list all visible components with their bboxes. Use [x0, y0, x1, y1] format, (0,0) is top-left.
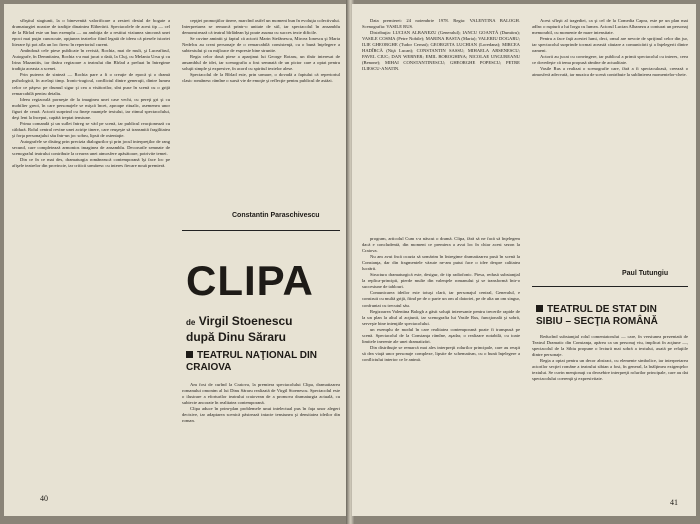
paragraph: Spectacolul de la Bîrlad este, prin urmare, o dovadă a faptului că repertoriul clasic românesc rămîne o sursă vie de emoţie şi reflecţie pentru publicul de astăzi.: [182, 72, 340, 84]
paragraph: Acest sfîrşit al tragediei, ca şi cel de la Comedia Capra, este pe un plan mai adînc o ruptură a lui Iorga cu lumea. Actorul Lucian Albanezu a conturat un personaj memorabil, cu momente de mare intensitate.: [532, 18, 688, 36]
paragraph: cepţiei promoţiilor tinere, marcînd astfel un moment bun în evoluţia colectivului. Interpretarea se remarcă printr-o unitate de stil, iar spectacolul în ansamblu demonstrează că teatrul bîrlădean îşi poate asuma cu succes texte dificile.: [182, 18, 340, 36]
paragraph: Ideea regizorală porneşte de la imaginea unei case vechi, cu pereţi gri şi cu mobilier greoi, în care personajele se mişcă încet, aproape ritualic, asemenea unor figuri de ceară. Actorii surprind cu fineţe nuanţele textului, iar ritmul spectacolului, deşi lent la început, capătă treptat tensiune.: [12, 96, 170, 120]
left-page-column-1: [12, 18, 170, 450]
paragraph: Am fost de curînd la Craiova, la premiera spectacolului Clipa, dramatizarea romanului omonim al lui Dinu Săraru realizată de Virgil Stoenescu. Spectacolul este o ilustrare a eforturilor teatrului craiovean de a promova dramaturgia actuală, cu subiecte ancorate în realitatea contemporană.: [182, 382, 340, 406]
paragraph: Clipa aduce în prim-plan problemele unui intelectual pus în faţa unor alegeri decisive, iar adaptarea scenică păstrează intacte tensiunea şi densitatea ideilor din roman.: [182, 406, 340, 424]
section-heading: [536, 304, 686, 328]
paragraph: Regia celor două piese a aparţinut lui George Rotaru, un tînăr interesat de ansamblul de idei, iar scenografia a fost semnată de un pictor care a optat pentru soluţii simple şi expresive, în acord cu spiritul textelor alese.: [182, 54, 340, 72]
byline-author: Virgil Stoenescu: [198, 314, 293, 328]
paragraph: Comunicarea ideilor este totuşi clară, iar personajul central, Generalul, e construit cu multă grijă, fiind pe de o parte un om al datoriei, pe de alta un om singur, confruntat cu trecutul său.: [362, 290, 520, 308]
cast-credits: [362, 18, 520, 230]
paragraph: Nu am avut încă ocazia să urmărim în întregime dramatizarea pusă în scenă la Constanţa, dar din fragmentele văzute ne-am putut face o idee despre calitatea lucrării.: [362, 254, 520, 272]
paragraph: sfîrşitul stagiunii, la o binevenită valorificare a zestrei destul de bogate a dramaturgiei noastre de tradiţie dinaintea Eliberării. Spectacolele de acest tip — cel de la Bîrlad este un bun exemplu — au ambiţia de a restitui viziunea sincronă unei epoci mai puţin cunoscute, opţiunea teatrelor fiind legată de ideea că piesele istoriei literare îşi pot afla un loc firesc în repertoriul curent.: [12, 18, 170, 48]
section-heading: [186, 350, 336, 374]
paragraph: Actorii au jucat cu convingere, iar publicul a primit spectacolul cu interes, ceea ce dovedeşte că tema propusă rămîne de actualitate.: [532, 54, 688, 66]
article-byline: [186, 314, 293, 345]
left-page-column-2-lower: [182, 382, 340, 498]
square-bullet-icon: [186, 351, 193, 358]
paragraph: Vasile Rus a realizat o scenografie care, fără a fi spectaculoasă, creează o atmosferă adecvată, iar muzica de scenă contribuie la sublinierea momentelor-cheie.: [532, 66, 688, 78]
divider: [532, 286, 688, 287]
paragraph: Prin puterea de sinteză — Rochia pare a fi o creaţie de epocă şi o dramă psihologică, în acelaşi timp. Ironic-tragicul, conflictul dintre generaţii, dintre lumea celor ce păşesc pe drumul sigur şi cea a visătorilor, sînt puse în scenă cu o grijă remarcabilă pentru detaliu.: [12, 72, 170, 96]
paragraph: Prima comandă şi un suflet întreg se văd pe scenă, iar publicul reacţionează cu căldură. Rolul central revine unei actriţe tinere, care reuşeşte să transmită fragilitatea şi forţa personajului său într-un joc sobru, lipsit de ostentaţie.: [12, 120, 170, 138]
left-page-column-2: [182, 18, 340, 204]
byline-prefix: de: [186, 318, 196, 327]
paragraph: Regizoarea Valentina Balogh a găsit soluţii interesante pentru trecerile rapide de la un plan la altul al acţiunii, iar scenografia lui Vasile Rus, funcţională şi sobră, serveşte bine intenţiile spectacolului.: [362, 308, 520, 326]
section-heading-text: TEATRUL DE STAT DIN SIBIU – SECŢIA ROMÂNĂ: [536, 304, 658, 327]
divider: [182, 230, 340, 231]
square-bullet-icon: [536, 305, 543, 312]
byline-source: după Dinu Săraru: [186, 330, 287, 344]
page-number: 40: [40, 494, 48, 503]
paragraph: Din distribuţie se remarcă mai ales interpreţii rolurilor principale, care au reuşit să dea viaţă unor personaje complexe, lipsite de schematism, cu o bună înţelegere a conflictului interior ce le animă.: [362, 344, 520, 362]
paragraph: Reducînd substanţial rolul comentatorului — care, în versiunea prezentată de Teatrul Dramatic din Constanţa, apărea ca un personaj viu, implicat în acţiune —, spectacolul de la Sibiu propune o lectură mai sobră a textului, axată pe relaţiile dintre personaje.: [532, 334, 688, 358]
paragraph: Se cuvine amintit şi faptul că actorii Marin Stefănescu, Mircea Ionescu şi Maria Nedelcu au creat personaje de o remarcabilă consistenţă, cu o bună înţelegere a subtextului şi cu mijloace de expresie bine strunite.: [182, 36, 340, 54]
author-signature: Constantin Paraschivescu: [232, 212, 320, 219]
paragraph: Structura dramaturgică este, desigur, de tip radiofonic. Piesa, redusă substanţial la replica-principii, pierde multe din valenţele romanului şi se transformă într-o succesiune de tablouri.: [362, 272, 520, 290]
right-page-column-2-lower: [532, 334, 688, 496]
paragraph: un exemplu de modul în care realitatea contemporană poate fi transpusă pe scenă. Spectacolul de la Constanţa rămîne, aşadar, o realizare notabilă, cu toate limitele inerente ale unei dramatizări.: [362, 326, 520, 344]
paragraph: Distribuţia: LUCIAN ALBANEZU (Generalul); IANCU GOANTĂ (Dumitru); VASILE COSMA (Petre Nobile); MARINA BASTA (Maria); VALERIU DOGARU; ILIE GHEORGHE (Tudor Cernat); GEORGETA LUCHIAN (Loredana); MIRCEA HADÎRCĂ (Niţă Lucan); CONSTANTIN SASSU; MIHAELA ARSENESCU; PAVEL CIUC; DAN WERNER; EMIL BOROGHINA; NICOLAE UNGUREANU (Benone); MIHAI CONSTANTINESCU; GHEORGHE POPESCU; PETRE ILIESCU-ANATIN.: [362, 30, 520, 72]
paragraph: Data premierei: 24 noiembrie 1978. Regia: VALENTINA BALOGH. Scenografia: VASILE RUS.: [362, 18, 520, 30]
right-page-column-2: [532, 18, 688, 262]
article-title: CLIPA: [186, 257, 314, 304]
section-heading-text: TEATRUL NAŢIONAL DIN CRAIOVA: [186, 350, 317, 373]
paragraph: Din ce în ce mai des, dramaturgia românească contemporană îşi face loc pe afişele teatrelor din provincie, iar criticii urmăresc cu interes fiecare nouă premieră.: [12, 157, 170, 169]
right-page: [352, 4, 696, 516]
author-signature: Paul Tutungiu: [622, 270, 669, 277]
left-page: [4, 4, 348, 516]
paragraph: program, articolul Cum s-a născut o dramă. Clipa, fără să ne facă să înţelegem dacă e concludentă, din moment ce premiera a avut loc în chiar acest sezon la Craiova.: [362, 236, 520, 254]
paragraph: Amîndouă cele piese publicate în revistă, Rochia, mai de mult, şi Luceafărul, Autografe, în Demnitatea, Rochia s-a mai jucat o dată, la Cluj, cu Melania Ursu şi cu Irina Mazanitis, iar tînăra regizoare a teatrului din Bîrlad a preluat în întregime tradiţia aceasta a scenei.: [12, 48, 170, 72]
paragraph: Autografele se disting prin precizia dialogurilor şi prin jocul interpreţilor de rang secund, care completează armonios imaginea de ansamblu. Decorurile semnate de scenograful teatrului contribuie la crearea unei atmosfere apăsătoare, potrivite temei.: [12, 138, 170, 157]
paragraph: Pentru a face faţă acestei lumi, deci, omul are nevoie de sprijinul celor din jur, iar spectacolul surprinde tocmai această căutare a comunicării şi a înţelegerii dintre oameni.: [532, 36, 688, 54]
paragraph: Regia a optat pentru un decor abstract, cu elemente simbolice, iar interpretarea actorilor secţiei române a teatrului sibian a fost, în general, la înălţimea exigenţelor textului. Se cuvin menţionaţi cu deosebire interpreţii rolurilor principale, care au dat spectacolului coerenţă şi expresivitate.: [532, 358, 688, 382]
page-number: 41: [670, 498, 678, 507]
right-page-column-1: [362, 236, 520, 494]
